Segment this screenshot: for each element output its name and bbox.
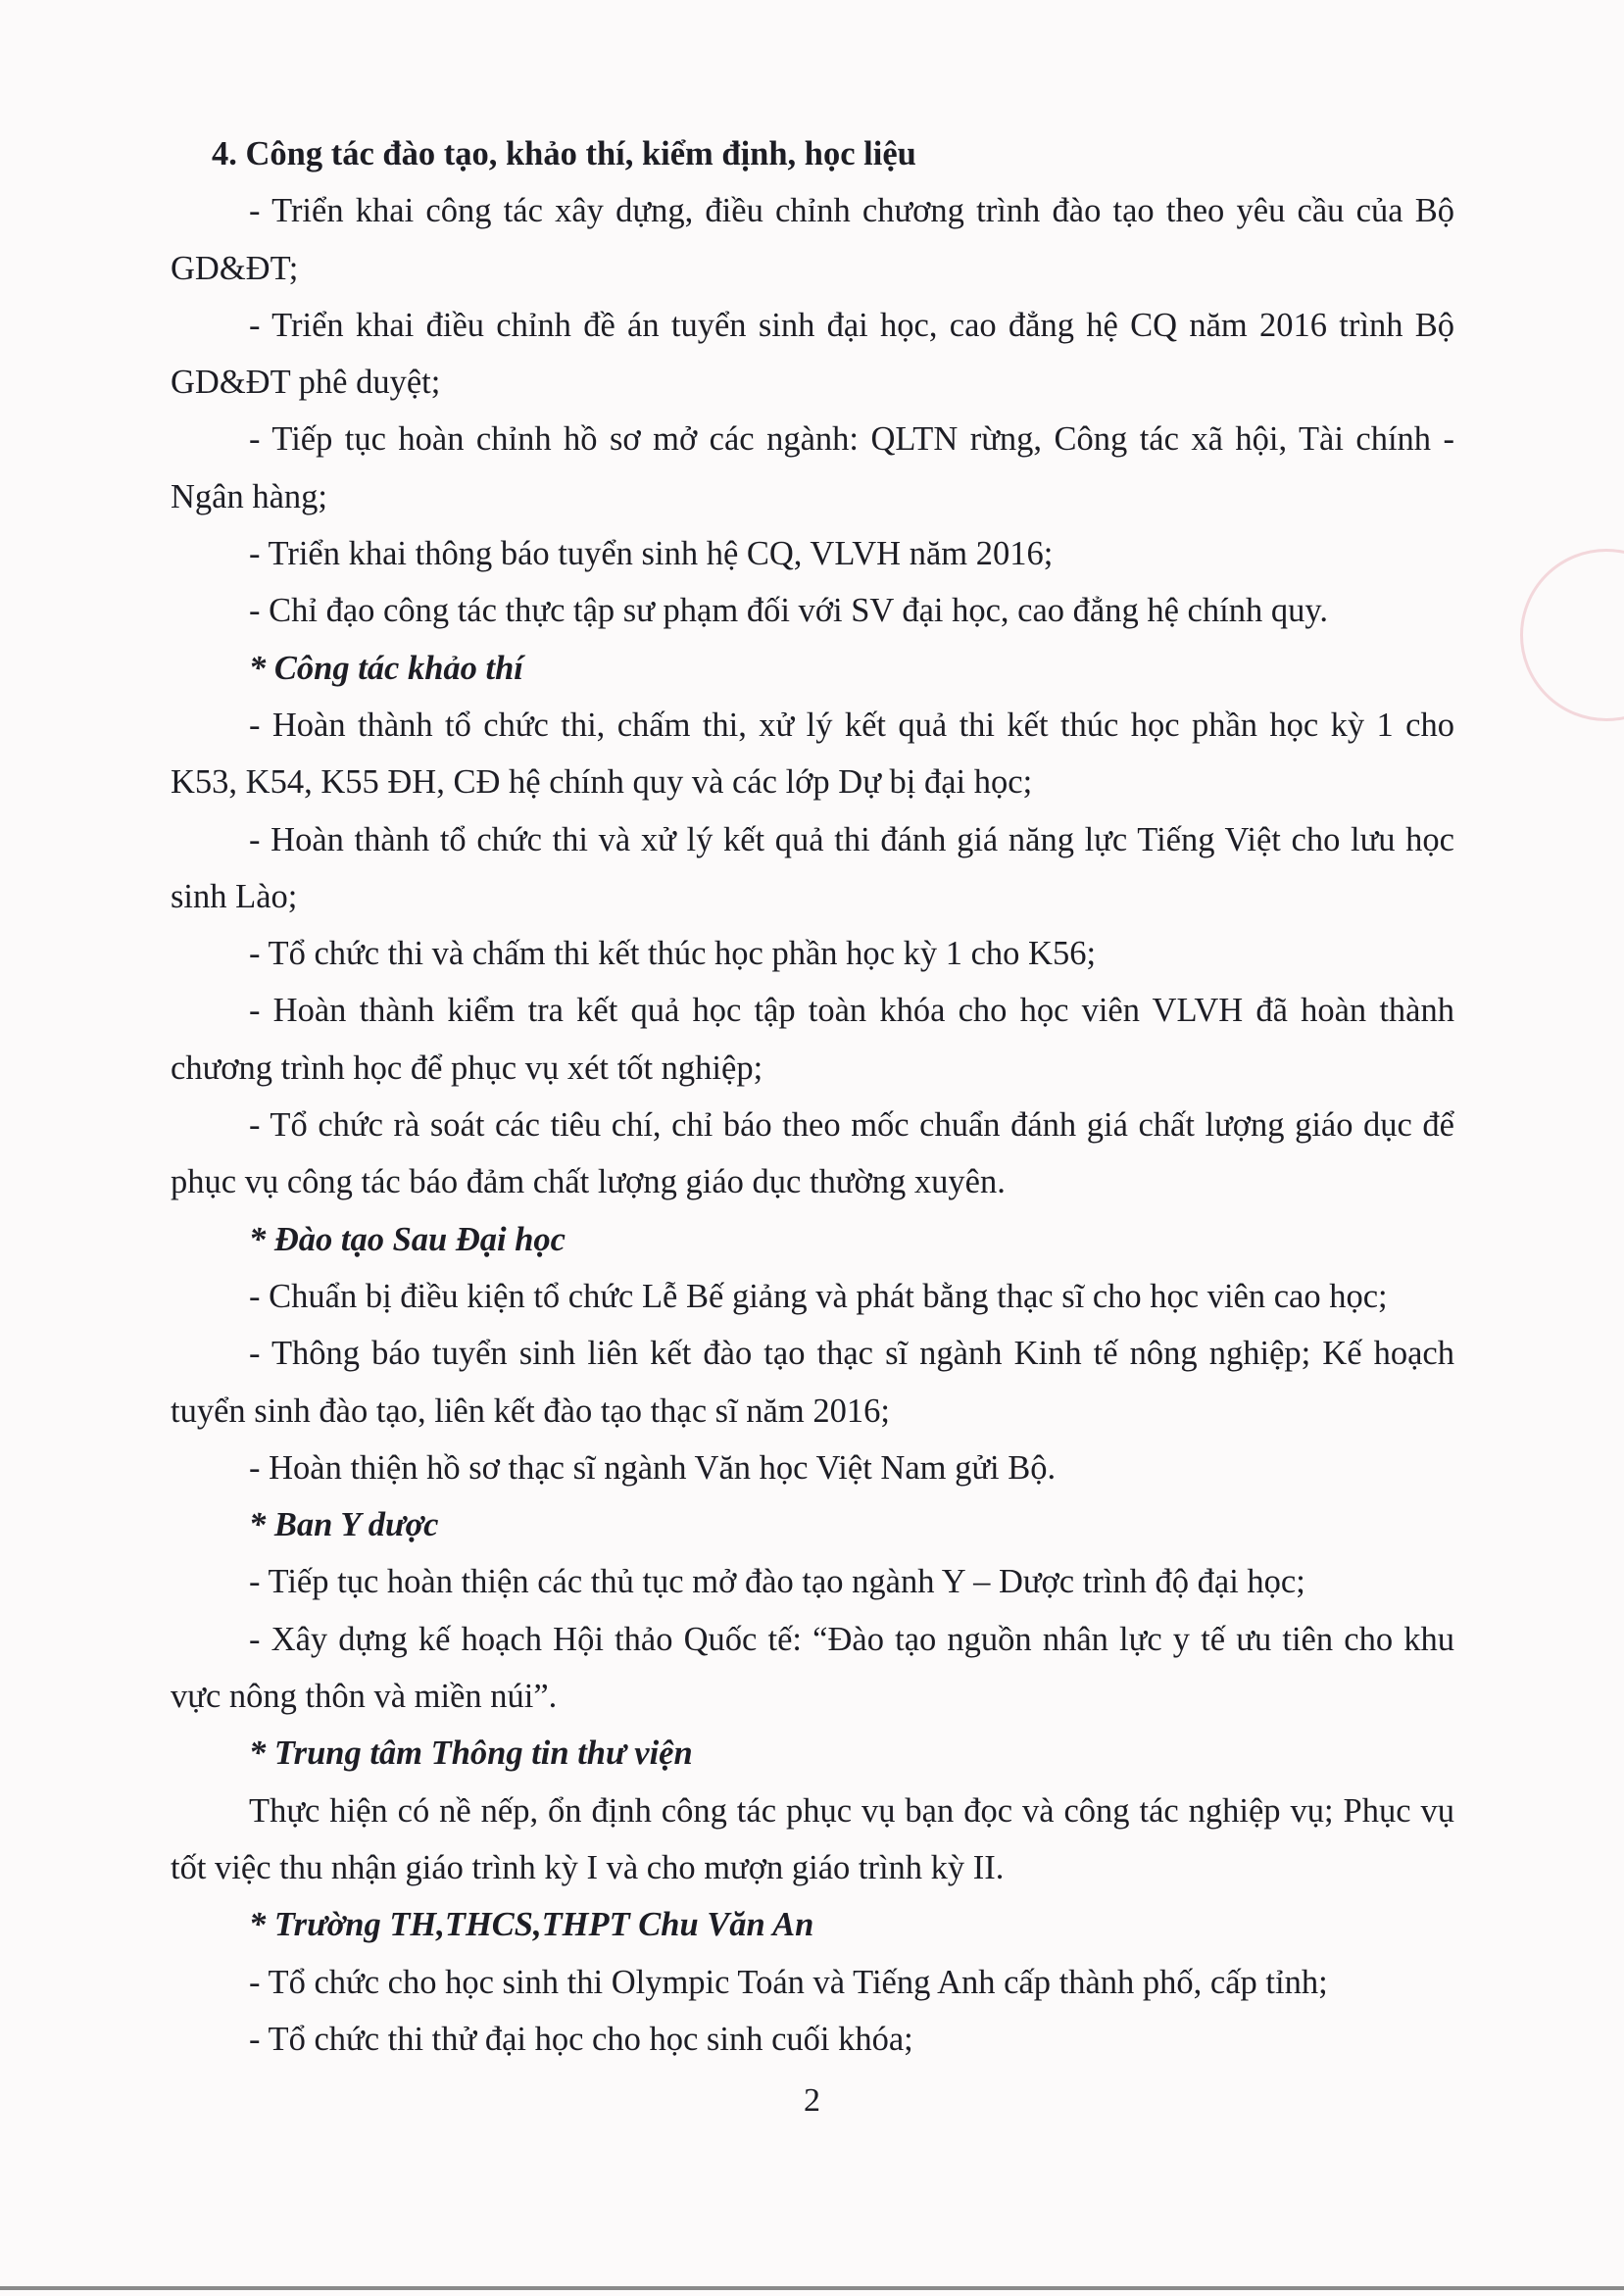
training-item: - Tiếp tục hoàn chỉnh hồ sơ mở các ngành: QLTN rừng, Công tác xã hội, Tài chính - Ngân hàng; <box>171 420 1454 515</box>
section-heading: 4. Công tác đào tạo, khảo thí, kiểm định, học liệu <box>212 135 916 172</box>
postgrad-item: - Hoàn thiện hồ sơ thạc sĩ ngành Văn học Việt Nam gửi Bộ. <box>249 1448 1057 1487</box>
training-item: - Triển khai thông báo tuyển sinh hệ CQ, VLVH năm 2016; <box>249 535 1054 573</box>
exam-item: - Hoàn thành kiểm tra kết quả học tập toàn khóa cho học viên VLVH đã hoàn thành chương trình học để phục vụ xét tốt nghiệp; <box>171 992 1454 1087</box>
library-paragraph: Thực hiện có nề nếp, ổn định công tác phục vụ bạn đọc và công tác nghiệp vụ; Phục vụ tốt việc thu nhận giáo trình kỳ I và cho mượn giáo trình kỳ II. <box>171 1791 1454 1886</box>
exam-item: - Hoàn thành tổ chức thi và xử lý kết quả thi đánh giá năng lực Tiếng Việt cho lưu học sinh Lào; <box>171 820 1454 915</box>
school-item: - Tổ chức thi thử đại học cho học sinh cuối khóa; <box>249 2020 913 2058</box>
school-item: - Tổ chức cho học sinh thi Olympic Toán và Tiếng Anh cấp thành phố, cấp tỉnh; <box>249 1963 1328 2001</box>
postgrad-subheading: * Đào tạo Sau Đại học <box>249 1220 566 1258</box>
medical-item: - Tiếp tục hoàn thiện các thủ tục mở đào tạo ngành Y – Dược trình độ đại học; <box>249 1563 1305 1601</box>
exam-item: - Hoàn thành tổ chức thi, chấm thi, xử lý kết quả thi kết thúc học phần học kỳ 1 cho K53, K54, K55 ĐH, CĐ hệ chính quy và các lớp Dự bị đại học; <box>171 706 1454 802</box>
exam-item: - Tổ chức thi và chấm thi kết thúc học phần học kỳ 1 cho K56; <box>249 935 1097 973</box>
postgrad-item: - Chuẩn bị điều kiện tổ chức Lễ Bế giảng và phát bằng thạc sĩ cho học viên cao học; <box>249 1277 1388 1315</box>
scan-edge-line <box>0 2286 1624 2290</box>
page-number: 2 <box>804 2082 820 2119</box>
training-item: - Triển khai công tác xây dựng, điều chỉnh chương trình đào tạo theo yêu cầu của Bộ GD&ĐT; <box>171 192 1454 287</box>
library-subheading: * Trung tâm Thông tin thư viện <box>249 1734 693 1773</box>
training-item: - Triển khai điều chỉnh đề án tuyển sinh đại học, cao đẳng hệ CQ năm 2016 trình Bộ GD&ĐT phê duyệt; <box>171 306 1454 402</box>
postgrad-item: - Thông báo tuyển sinh liên kết đào tạo thạc sĩ ngành Kinh tế nông nghiệp; Kế hoạch tuyển sinh đào tạo, liên kết đào tạo thạc sĩ năm 2016; <box>171 1335 1454 1430</box>
school-subheading: * Trường TH,THCS,THPT Chu Văn An <box>249 1906 814 1944</box>
medical-subheading: * Ban Y dược <box>249 1506 439 1544</box>
red-stamp-edge <box>1520 549 1624 721</box>
medical-item: - Xây dựng kế hoạch Hội thảo Quốc tế: “Đào tạo nguồn nhân lực y tế ưu tiên cho khu vực nông thôn và miền núi”. <box>171 1620 1454 1716</box>
exam-subheading: * Công tác khảo thí <box>249 649 523 687</box>
exam-item: - Tổ chức rà soát các tiêu chí, chỉ báo theo mốc chuẩn đánh giá chất lượng giáo dục để phục vụ công tác báo đảm chất lượng giáo dục thường xuyên. <box>171 1106 1454 1201</box>
document-body <box>171 125 1454 2068</box>
training-item: - Chỉ đạo công tác thực tập sư phạm đối với SV đại học, cao đẳng hệ chính quy. <box>249 592 1328 630</box>
